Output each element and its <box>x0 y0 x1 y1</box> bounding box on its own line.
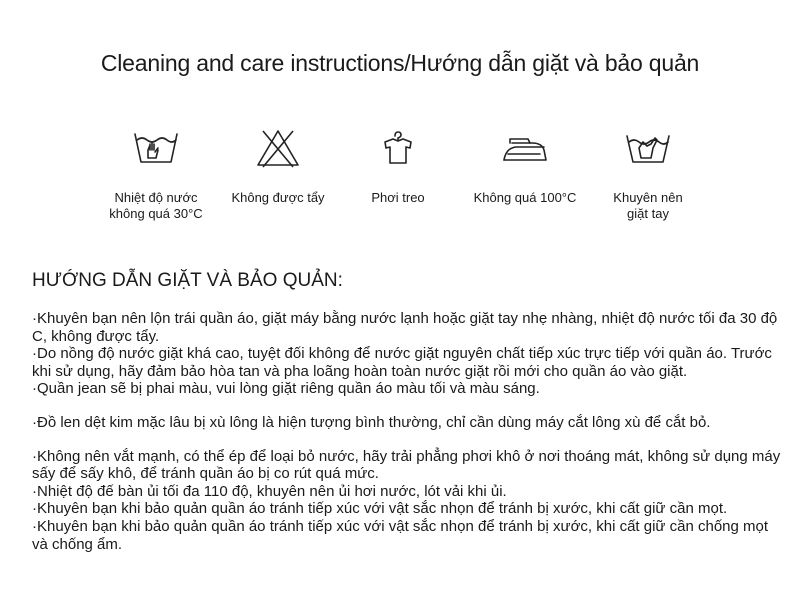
care-item-hang-dry <box>333 128 463 206</box>
care-label: Không quá 100°C <box>473 190 577 205</box>
care-label: Nhiệt độ nước không quá 30°C <box>109 190 203 221</box>
hand-wash-icon <box>625 128 671 168</box>
instruction-item: ·Đồ len dệt kim mặc lâu bị xù lông là hiện tượng bình thường, chỉ cần dùng máy cắt lông xù để cắt bỏ. <box>32 413 711 431</box>
hang-dry-icon <box>375 128 421 168</box>
care-item-wash <box>91 128 221 222</box>
care-instructions-section <box>32 270 782 553</box>
instruction-item: ·Không nên vắt mạnh, có thể ép để loại bỏ nước, hãy trải phẳng phơi khô ở nơi thoáng mát, không sử dụng máy sấy để sấy khô, để tránh quần áo bị co rút quá mức. <box>32 447 781 483</box>
care-item-iron <box>460 128 590 206</box>
section-heading: HƯỚNG DẪN GIẶT VÀ BẢO QUẢN: <box>32 270 343 291</box>
care-icons-row <box>0 128 800 228</box>
care-item-hand-wash <box>583 128 713 222</box>
iron-100-icon <box>500 128 550 168</box>
paragraph-gap <box>32 432 782 448</box>
page-title: Cleaning and care instructions/Hướng dẫn giặt và bảo quản <box>100 50 700 76</box>
wash-30-icon <box>133 128 179 168</box>
care-label: Không được tẩy <box>231 190 325 205</box>
care-label: Khuyên nên giặt tay <box>613 190 683 221</box>
care-label: Phơi treo <box>371 190 425 205</box>
instruction-item: ·Do nồng độ nước giặt khá cao, tuyệt đối không để nước giặt nguyên chất tiếp xúc trực tiếp với quần áo. Trước khi sử dụng, hãy đảm bảo hòa tan và pha loãng hoàn toàn nước giặt rồi mới cho quần áo vào giặt. <box>32 345 772 380</box>
paragraph-gap <box>32 398 782 414</box>
instruction-item: ·Khuyên bạn nên lộn trái quần áo, giặt máy bằng nước lạnh hoặc giặt tay nhẹ nhàng, nhiệt độ nước tối đa 30 độ C, không được tẩy. <box>32 310 778 345</box>
no-bleach-icon <box>255 128 301 168</box>
instruction-item: ·Khuyên bạn khi bảo quản quần áo tránh tiếp xúc với vật sắc nhọn để tránh bị xước, khi cất giữ cần chống mọt và chống ẩm. <box>32 517 769 553</box>
instruction-item: ·Quần jean sẽ bị phai màu, vui lòng giặt riêng quần áo màu tối và màu sáng. <box>32 380 540 398</box>
care-item-no-bleach <box>213 128 343 206</box>
instruction-item: ·Khuyên bạn khi bảo quản quần áo tránh tiếp xúc với vật sắc nhọn để tránh bị xước, khi cất giữ cần mọt. <box>32 500 728 518</box>
instruction-item: ·Nhiệt độ đế bàn ủi tối đa 110 độ, khuyên nên ủi hơi nước, lót vải khi ủi. <box>32 482 507 500</box>
